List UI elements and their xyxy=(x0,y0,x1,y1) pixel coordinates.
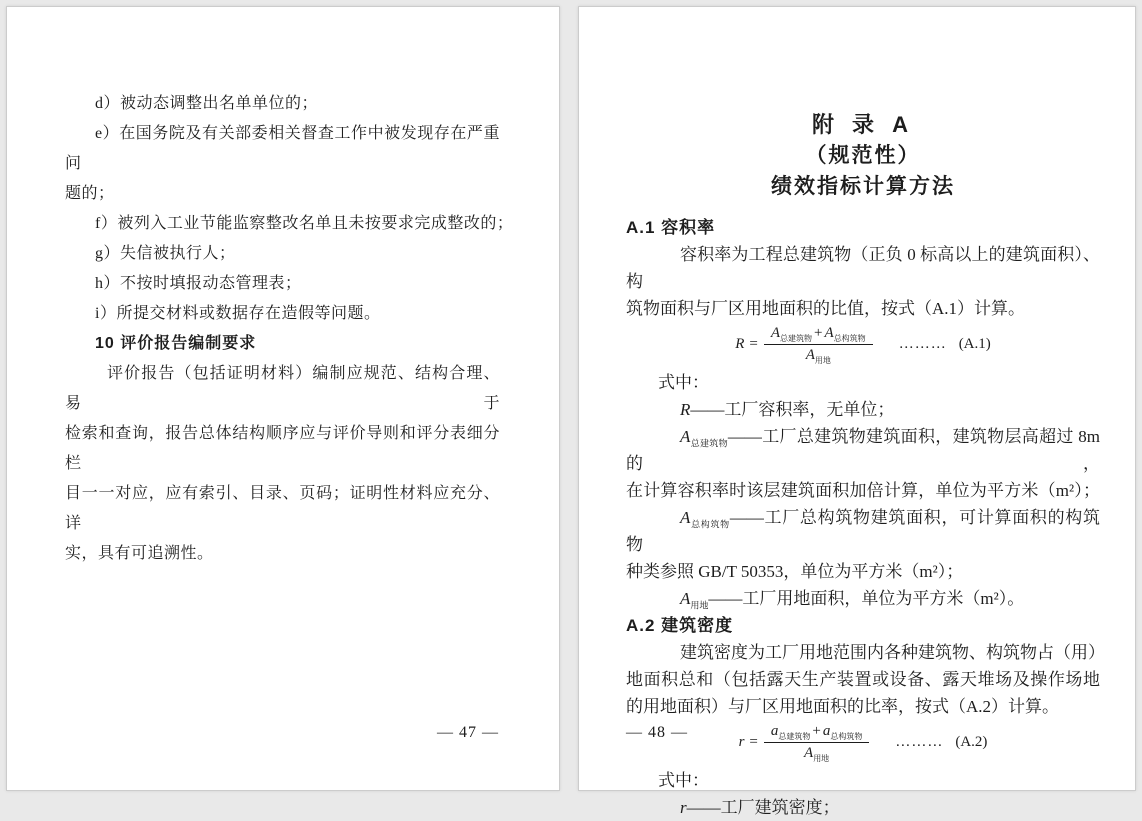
formula-a2 xyxy=(626,723,1100,762)
appendix-title xyxy=(626,109,1100,140)
text-segment: （规范性） xyxy=(805,144,921,167)
math-subscript: 总建筑物 xyxy=(780,334,813,343)
text-segment: 绩效指标计算方法 xyxy=(771,175,955,198)
page-47-body xyxy=(7,7,559,569)
formula-label: (A.1) xyxy=(958,336,991,352)
text-segment: e）在国务院及有关部委相关督查工作中被发现存在严重问 xyxy=(65,125,500,172)
text-segment: d）被动态调整出名单单位的； xyxy=(95,95,319,112)
text-line xyxy=(626,396,1100,423)
text-segment: 筑物面积与厂区用地面积的比值，按式（A.1）计算。 xyxy=(626,299,1026,318)
math-subscript: 总构筑物 xyxy=(830,732,863,741)
text-segment: 附 录 A xyxy=(811,112,915,137)
page-47 xyxy=(6,6,560,791)
math-subscript: 总构筑物 xyxy=(690,519,730,530)
fraction xyxy=(764,723,869,762)
text-line xyxy=(65,419,500,479)
math-subscript: 总建筑物 xyxy=(778,732,811,741)
section-heading xyxy=(626,612,1100,639)
text-line xyxy=(626,295,1100,322)
text-segment: 建筑密度为工厂用地范围内各种建筑物、构筑物占（用） xyxy=(680,643,1105,662)
appendix-title-block xyxy=(626,109,1100,202)
fraction-denominator xyxy=(804,743,829,762)
text-line xyxy=(626,477,1100,504)
math-symbol: A xyxy=(804,745,814,761)
formula-a1 xyxy=(626,325,1100,364)
equals-sign: = xyxy=(749,734,758,750)
math-symbol: R xyxy=(680,400,691,419)
text-segment: ——工厂总建筑物建筑面积，建筑物层高超过 8m 的， xyxy=(626,427,1100,473)
text-line xyxy=(65,119,500,179)
text-segment: 评价报告（包括证明材料）编制应规范、结构合理、易于 xyxy=(65,365,500,412)
text-line xyxy=(65,539,500,569)
fraction-numerator xyxy=(764,723,869,743)
text-segment: A.1 容积率 xyxy=(626,218,716,237)
text-segment: 式中： xyxy=(658,373,709,392)
text-segment: ——工厂总构筑物建筑面积，可计算面积的构筑物 xyxy=(626,508,1100,554)
math-subscript: 总构筑物 xyxy=(833,334,866,343)
text-line xyxy=(65,239,500,269)
text-segment: 目一一对应，应有索引、目录、页码；证明性材料应充分、详 xyxy=(65,485,500,532)
formula-label: (A.2) xyxy=(955,734,988,750)
text-line xyxy=(626,369,1100,396)
text-line xyxy=(626,241,1100,295)
text-line xyxy=(626,767,1100,794)
text-segment: 种类参照 GB/T 50353，单位为平方米（m²）； xyxy=(626,562,964,581)
plus-sign: + xyxy=(812,723,821,739)
text-segment: 容积率为工程总建筑物（正负 0 标高以上的建筑面积）、构 xyxy=(626,245,1100,291)
text-segment: A.2 建筑密度 xyxy=(626,616,734,635)
math-subscript: 总建筑物 xyxy=(690,438,728,449)
text-segment: 实，具有可追溯性。 xyxy=(65,545,214,562)
text-line xyxy=(626,585,1100,612)
text-segment: 检索和查询，报告总体结构顺序应与评价导则和评分表细分栏 xyxy=(65,425,500,472)
math-subscript: 用地 xyxy=(813,754,830,763)
math-symbol: A xyxy=(680,427,691,446)
equals-sign: = xyxy=(749,336,758,352)
formula-leader-dots: ……… xyxy=(895,734,944,750)
math-symbol: r xyxy=(738,734,745,750)
text-line xyxy=(65,299,500,329)
math-symbol: A xyxy=(824,325,834,341)
text-segment: ——工厂用地面积，单位为平方米（m²）。 xyxy=(708,589,1025,608)
page-48-body xyxy=(579,7,1135,821)
text-line xyxy=(65,209,514,239)
text-line xyxy=(626,423,1100,477)
text-segment: ——工厂容积率，无单位； xyxy=(690,400,895,419)
text-segment: i）所提交材料或数据存在造假等问题。 xyxy=(95,305,381,322)
appendix-subtitle xyxy=(626,140,1100,171)
text-segment: 式中： xyxy=(658,771,709,790)
math-subscript: 用地 xyxy=(814,356,831,365)
text-line xyxy=(626,666,1100,693)
section-a1-definitions xyxy=(626,369,1105,720)
text-segment: 10 评价报告编制要求 xyxy=(95,335,257,352)
page-number: — 48 — xyxy=(626,724,688,741)
text-segment: h）不按时填报动态管理表； xyxy=(95,275,302,292)
fraction-numerator xyxy=(764,325,873,345)
text-segment: g）失信被执行人； xyxy=(95,245,236,262)
text-line xyxy=(626,693,1100,720)
section-a1-intro xyxy=(626,214,1100,322)
text-line xyxy=(626,639,1105,666)
text-segment: 的用地面积）与厂区用地面积的比率，按式（A.2）计算。 xyxy=(626,697,1060,716)
formula-leader-dots: ……… xyxy=(898,336,947,352)
text-line xyxy=(626,558,1100,585)
section-a2-definitions xyxy=(626,767,1100,821)
math-symbol: A xyxy=(805,347,815,363)
text-line xyxy=(65,359,500,419)
text-line xyxy=(65,269,500,299)
text-segment: 地面积总和（包括露天生产装置或设备、露天堆场及操作场地 xyxy=(626,670,1100,689)
text-line xyxy=(626,504,1100,558)
text-segment: 题的； xyxy=(65,185,115,202)
math-symbol: a xyxy=(822,723,831,739)
section-heading xyxy=(65,329,500,359)
text-segment: f）被列入工业节能监察整改名单且未按要求完成整改的； xyxy=(95,215,514,232)
section-heading xyxy=(626,214,1100,241)
math-symbol: a xyxy=(770,723,779,739)
text-line xyxy=(65,479,500,539)
math-symbol: R xyxy=(735,336,745,352)
fraction-denominator xyxy=(806,345,831,364)
appendix-subtitle xyxy=(626,171,1100,202)
page-48 xyxy=(578,6,1136,817)
text-line xyxy=(626,794,1100,821)
text-line xyxy=(65,89,500,119)
text-segment: ——工厂建筑密度； xyxy=(686,798,840,817)
math-symbol: A xyxy=(770,325,781,341)
math-subscript: 用地 xyxy=(690,600,709,611)
math-symbol: A xyxy=(680,508,691,527)
fraction xyxy=(764,325,873,364)
math-symbol: r xyxy=(680,798,687,817)
math-symbol: A xyxy=(680,589,691,608)
text-segment: 在计算容积率时该层建筑面积加倍计算，单位为平方米（m²）； xyxy=(626,481,1100,500)
page-number: — 47 — xyxy=(437,724,499,741)
text-line xyxy=(65,179,500,209)
plus-sign: + xyxy=(814,325,823,341)
